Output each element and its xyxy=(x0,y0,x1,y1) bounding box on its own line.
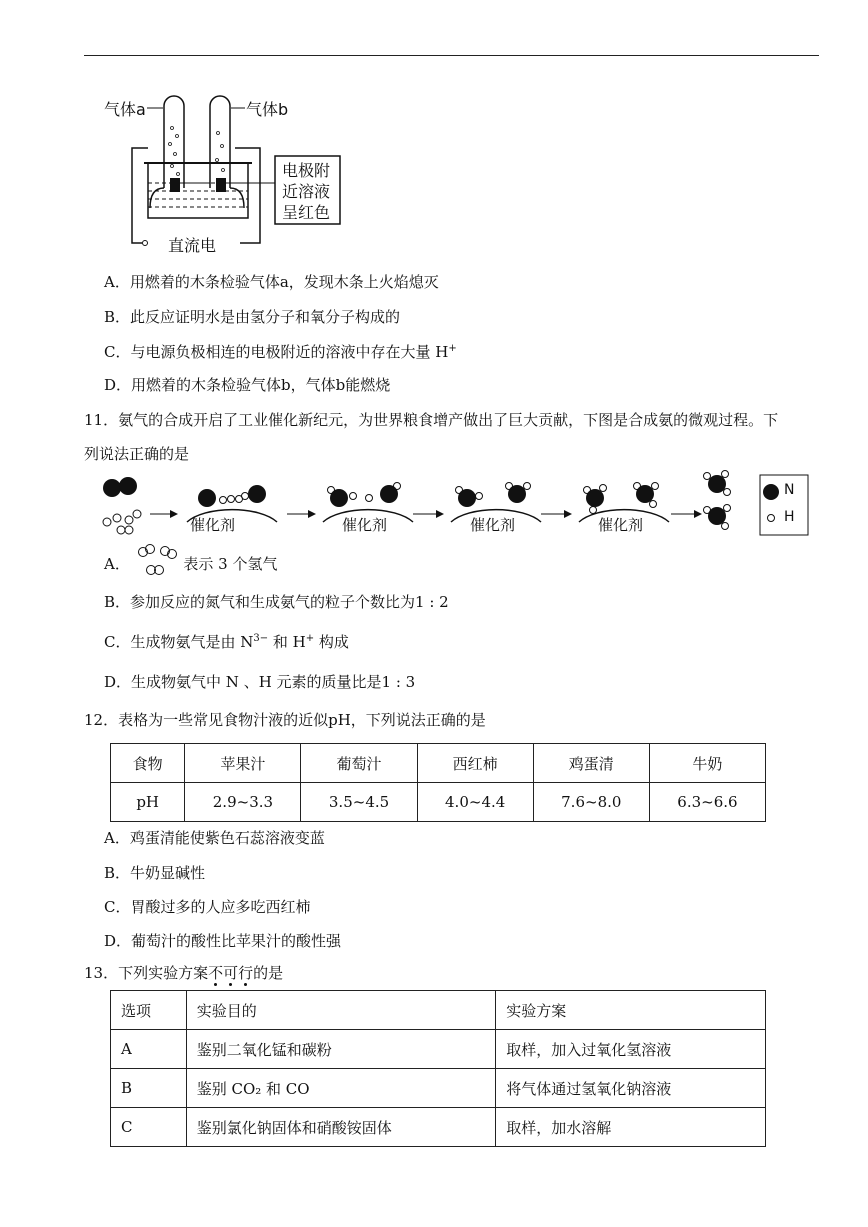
q12-option-d: D．葡萄汁的酸性比苹果汁的酸性强 xyxy=(104,932,342,950)
table-cell: 6.3~6.6 xyxy=(649,783,765,822)
emphasis-char: 可 xyxy=(223,964,239,982)
table-cell: 牛奶 xyxy=(649,744,765,783)
hydrogen-molecules-icon xyxy=(135,544,179,578)
q10-option-c-text: C．与电源负极相连的电极附近的溶液中存在大量 xyxy=(104,343,431,361)
table-cell: 西红柿 xyxy=(417,744,533,783)
q12-option-b: B．牛奶显碱性 xyxy=(104,864,206,882)
experiment-table xyxy=(110,990,766,1147)
table-cell: pH xyxy=(111,783,185,822)
table-cell: 3.5~4.5 xyxy=(301,783,417,822)
table-row xyxy=(111,1069,766,1108)
q11-option-b: B．参加反应的氮气和生成氨气的粒子个数比为1 : 2 xyxy=(104,593,449,611)
q11-option-c-prefix: C．生成物氨气是由 N xyxy=(104,633,254,651)
catalyst-label-2: 催化剂 xyxy=(342,516,388,534)
q10-option-a: A．用燃着的木条检验气体a，发现木条上火焰熄灭 xyxy=(104,273,439,291)
q11-option-a-prefix: A． xyxy=(104,555,130,573)
table-row xyxy=(111,783,766,822)
table-cell: 实验方案 xyxy=(496,991,766,1030)
table-cell: 苹果汁 xyxy=(185,744,301,783)
ion-symbol: H xyxy=(435,343,449,361)
q11-option-c-sup1: 3− xyxy=(253,633,269,644)
ph-table xyxy=(110,743,766,822)
table-cell: 选项 xyxy=(111,991,187,1030)
table-cell: 食物 xyxy=(111,744,185,783)
table-cell: A xyxy=(111,1030,187,1069)
q10-option-d: D．用燃着的木条检验气体b，气体b能燃烧 xyxy=(104,376,391,394)
table-cell: 鉴别氯化钠固体和硝酸铵固体 xyxy=(186,1108,496,1147)
header-rule xyxy=(84,55,819,56)
catalyst-label-1: 催化剂 xyxy=(190,516,236,534)
q11-option-a-text: 表示 3 个氢气 xyxy=(183,555,278,573)
emphasis-char: 不 xyxy=(208,964,224,982)
q10-option-c xyxy=(104,341,457,362)
q12-option-c: C．胃酸过多的人应多吃西红柿 xyxy=(104,898,311,916)
table-cell: 鉴别二氧化锰和碳粉 xyxy=(186,1030,496,1069)
table-cell: 取样，加水溶解 xyxy=(496,1108,766,1147)
q13-stem xyxy=(84,962,283,983)
table-cell: 7.6~8.0 xyxy=(533,783,649,822)
table-cell: 4.0~4.4 xyxy=(417,783,533,822)
legend-h: H xyxy=(784,509,795,525)
ion-charge: + xyxy=(448,343,457,354)
table-cell: 取样，加入过氧化氢溶液 xyxy=(496,1030,766,1069)
power-label: 直流电 xyxy=(168,236,217,255)
q13-stem-suffix: 的是 xyxy=(253,964,284,982)
q10-option-b: B．此反应证明水是由氢分子和氧分子构成的 xyxy=(104,308,401,326)
table-cell: 葡萄汁 xyxy=(301,744,417,783)
table-row xyxy=(111,1030,766,1069)
callout-line-1: 电极附 xyxy=(282,161,331,180)
q11-option-c-sup2: + xyxy=(305,633,315,644)
q11-option-c-suffix: 构成 xyxy=(314,633,349,651)
gas-b-label: 气体b xyxy=(246,100,289,119)
table-row xyxy=(111,991,766,1030)
q11-stem-line-2: 列说法正确的是 xyxy=(84,445,190,463)
q12-option-a: A．鸡蛋清能使紫色石蕊溶液变蓝 xyxy=(104,829,325,847)
emphasis-char: 行 xyxy=(238,964,254,982)
q11-option-c xyxy=(104,631,349,652)
table-cell: 实验目的 xyxy=(186,991,496,1030)
table-row xyxy=(111,744,766,783)
table-cell: B xyxy=(111,1069,187,1108)
q13-stem-prefix: 13．下列实验方案 xyxy=(84,964,209,982)
q11-stem-line-1: 11．氨气的合成开启了工业催化新纪元，为世界粮食增产做出了巨大贡献，下图是合成氨的微观过程。下 xyxy=(84,411,779,429)
q11-option-a xyxy=(104,552,278,578)
catalyst-label-4: 催化剂 xyxy=(598,516,644,534)
q12-stem: 12．表格为一些常见食物汁液的近似pH，下列说法正确的是 xyxy=(84,711,486,729)
legend-n: N xyxy=(784,482,795,498)
table-cell: 将气体通过氢氧化钠溶液 xyxy=(496,1069,766,1108)
callout-text xyxy=(282,160,330,223)
q11-option-c-mid: 和 H xyxy=(268,633,306,651)
q11-option-d: D．生成物氨气中 N 、H 元素的质量比是1 : 3 xyxy=(104,673,416,691)
table-cell: C xyxy=(111,1108,187,1147)
table-cell: 2.9~3.3 xyxy=(185,783,301,822)
table-cell: 鉴别 CO₂ 和 CO xyxy=(186,1069,496,1108)
table-row xyxy=(111,1108,766,1147)
table-cell: 鸡蛋清 xyxy=(533,744,649,783)
callout-line-2: 近溶液 xyxy=(282,182,331,201)
gas-a-label: 气体a xyxy=(104,100,146,119)
callout-line-3: 呈红色 xyxy=(282,203,331,222)
catalyst-label-3: 催化剂 xyxy=(470,516,516,534)
